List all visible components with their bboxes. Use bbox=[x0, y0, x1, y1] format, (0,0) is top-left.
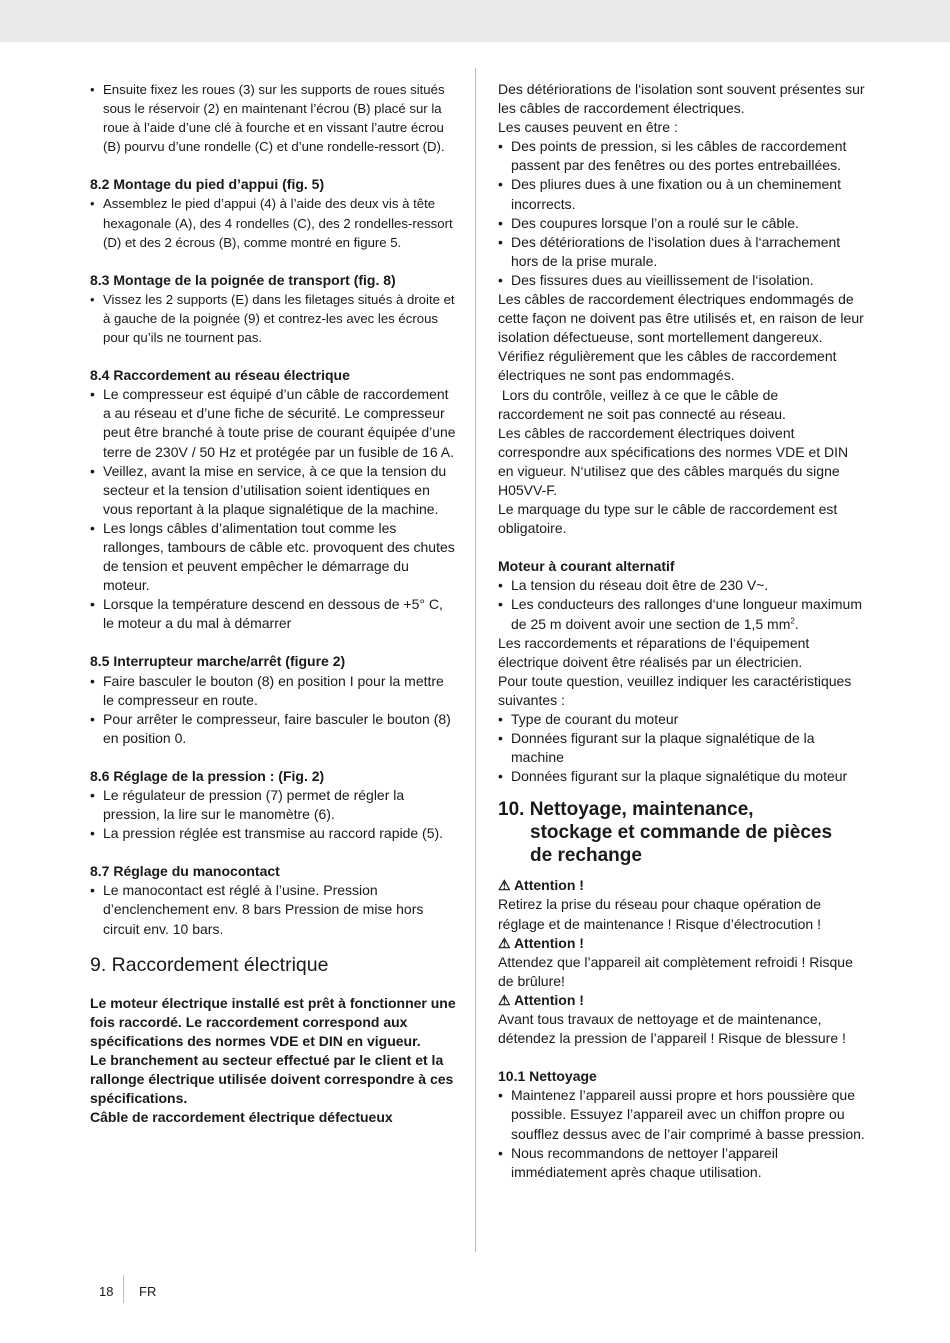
superscript: 2 bbox=[790, 615, 795, 625]
section-8-6-list bbox=[90, 786, 456, 843]
paragraph: Pour toute question, veuillez indiquer les caractéristiques suivantes : bbox=[498, 672, 852, 708]
section-8-3-heading: 8.3 Montage de la poignée de transport (fig. 8) bbox=[90, 271, 396, 288]
list-item-text: Le manocontact est réglé à l’usine. Pression d’enclenchement env. 8 bars Pression de mise hors circuit env. 10 bars. bbox=[103, 882, 424, 937]
causes-list bbox=[498, 137, 866, 290]
paragraph: Vérifiez régulièrement que les câbles de raccordement électriques ne sont pas endommagés. bbox=[498, 348, 837, 384]
list-item-text: La tension du réseau doit être de 230 V~. bbox=[511, 577, 769, 594]
paragraph: Les causes peuvent en être : bbox=[498, 119, 678, 136]
section-10-1-list bbox=[498, 1086, 866, 1181]
paragraph: Les câbles de raccordement électriques doivent correspondre aux spécifications des normes VDE et DIN en vigueur. N‘utilisez que des câbles marqués du signe H05VV-F. bbox=[498, 424, 849, 498]
warning-icon: ⚠ bbox=[498, 877, 511, 894]
list-item: • Ensuite fixez les roues (3) sur les supports de roues situés sous le réservoir (2) en maintenant l’écrou (B) placé sur la roue à l’aide d’une clé à fourche et en vissant l’autre écrou (B) pourvu d’une rondelle (C) et d’une rondelle-ressort (D). bbox=[90, 82, 445, 155]
list-item: • Les longs câbles d’alimentation tout comme les rallonges, tambours de câble etc. provoquent des chutes de tension et peuvent empêcher le démarrage du moteur. bbox=[90, 519, 455, 594]
list-item: • Des coupures lorsque l’on a roulé sur le câble. bbox=[498, 214, 799, 231]
section-9-para-2: Le branchement au secteur effectué par le client et la rallonge électrique utilisée doivent correspondre à ces spécifications. bbox=[90, 1051, 454, 1107]
section-8-3-list bbox=[90, 290, 456, 347]
paragraph: Le marquage du type sur le câble de raccordement est obligatoire. bbox=[498, 501, 838, 537]
page-number: 18 bbox=[99, 1284, 114, 1299]
list-item-text: Lorsque la température descend en dessous de +5° C, le moteur a du mal à démarrer bbox=[103, 596, 443, 632]
list-item: • Type de courant du moteur bbox=[498, 711, 679, 727]
list-item-text: Pour arrêter le compresseur, faire basculer le bouton (8) en position 0. bbox=[103, 710, 451, 746]
list-item: • Des détériorations de l‘isolation dues à l‘arrachement hors de la prise murale. bbox=[498, 233, 841, 269]
section-8-6-heading: 8.6 Réglage de la pression : (Fig. 2) bbox=[90, 767, 325, 784]
list-item: • La tension du réseau doit être de 230 V~. bbox=[498, 577, 769, 594]
list-item: • Nous recommandons de nettoyer l’appareil immédiatement après chaque utilisation. bbox=[498, 1144, 778, 1180]
right-column bbox=[498, 80, 866, 1182]
section-8-7-heading: 8.7 Réglage du manocontact bbox=[90, 863, 280, 880]
paragraph: Lors du contrôle, veillez à ce que le câble de raccordement ne soit pas connecté au réseau. bbox=[498, 386, 786, 422]
list-item: • Le manocontact est réglé à l’usine. Pression d’enclenchement env. 8 bars Pression de mise hors circuit env. 10 bars. bbox=[90, 882, 424, 937]
moteur-list bbox=[498, 576, 866, 633]
list-item: • Pour arrêter le compresseur, faire basculer le bouton (8) en position 0. bbox=[90, 710, 451, 746]
list-item-text: Le régulateur de pression (7) permet de régler la pression, la lire sur le manomètre (6). bbox=[103, 787, 405, 823]
list-item-text: Des points de pression, si les câbles de raccordement passent par des fenêtres ou des portes entrebaillées. bbox=[511, 138, 847, 174]
section-10-heading-line: 10. Nettoyage, maintenance, bbox=[498, 799, 754, 821]
section-9-para-1: Le moteur électrique installé est prêt à fonctionner une fois raccordé. Le raccordement correspond aux spécifications des normes VDE et DIN en vigueur. bbox=[90, 994, 456, 1049]
warning-text: Retirez la prise du réseau pour chaque opération de réglage et de maintenance ! Risque d’électrocution ! bbox=[498, 896, 821, 932]
list-item-text: Le compresseur est équipé d’un câble de raccordement a au réseau et d’une fiche de sécurité. Le compresseur peut être branché à toute prise de courant équipée d’une terre de 230V / 50 Hz et protégée par un fusible de 16 A. bbox=[103, 386, 456, 460]
list-item: • Veillez, avant la mise en service, à ce que la tension du secteur et la tension d’utilisation soient identiques en vous reportant à la plaque signalétique de la machine. bbox=[90, 462, 447, 517]
list-item: • Des fissures dues au vieillissement de l‘isolation. bbox=[498, 271, 814, 288]
list-item-text: Les longs câbles d’alimentation tout comme les rallonges, tambours de câble etc. provoquent des chutes de tension et peuvent empêcher le démarrage du moteur. bbox=[103, 519, 455, 594]
list-item: • Des points de pression, si les câbles de raccordement passent par des fenêtres ou des portes entrebaillées. bbox=[498, 138, 847, 174]
attention-heading bbox=[498, 934, 866, 953]
list-item: • Vissez les 2 supports (E) dans les filetages situés à droite et à gauche de la poignée (9) et contrez-les avec les écrous pour qu’ils ne tournent pas. bbox=[90, 291, 455, 346]
list-item-text: Des coupures lorsque l’on a roulé sur le câble. bbox=[511, 214, 799, 231]
warning-icon: ⚠ bbox=[498, 934, 511, 951]
list-item: • La pression réglée est transmise au raccord rapide (5). bbox=[90, 825, 444, 842]
list-item-text: Des fissures dues au vieillissement de l‘isolation. bbox=[511, 271, 814, 288]
attention-heading bbox=[498, 876, 866, 895]
top-band bbox=[0, 0, 950, 42]
list-item: • Lorsque la température descend en dessous de +5° C, le moteur a du mal à démarrer bbox=[90, 596, 443, 632]
language-code: FR bbox=[139, 1284, 157, 1299]
section-10-1-heading: 10.1 Nettoyage bbox=[498, 1068, 597, 1085]
section-8-2-heading: 8.2 Montage du pied d’appui (fig. 5) bbox=[90, 176, 325, 193]
section-8-5-heading: 8.5 Interrupteur marche/arrêt (figure 2) bbox=[90, 653, 346, 670]
attention-heading bbox=[498, 991, 866, 1010]
intro-list bbox=[90, 80, 456, 156]
list-item: • Le régulateur de pression (7) permet de régler la pression, la lire sur le manomètre (6). bbox=[90, 787, 405, 823]
paragraph: Les câbles de raccordement électriques endommagés de cette façon ne doivent pas être utilisés et, en raison de leur isolation défectueuse, sont mortellement dangereux. bbox=[498, 291, 864, 346]
moteur-heading: Moteur à courant alternatif bbox=[498, 558, 675, 575]
list-item-text: Données figurant sur la plaque signalétique de la machine bbox=[511, 730, 815, 766]
list-item-text: Ensuite fixez les roues (3) sur les supports de roues situés sous le réservoir (2) en maintenant l’écrou (B) placé sur la roue à l’aide d’une clé à fourche et en vissant l’autre écrou (B) pourvu d’une rondelle (C) et d’une rondelle-ressort (D). bbox=[103, 82, 445, 155]
list-item-text: Des détériorations de l‘isolation dues à l‘arrachement hors de la prise murale. bbox=[511, 233, 841, 269]
left-column bbox=[90, 80, 456, 1127]
column-divider bbox=[475, 68, 476, 1252]
paragraph: Des détériorations de l‘isolation sont souvent présentes sur les câbles de raccordement électriques. bbox=[498, 81, 865, 117]
section-10-heading-line: de rechange bbox=[530, 845, 642, 867]
list-item-end: . bbox=[794, 615, 799, 632]
list-item: • Assemblez le pied d’appui (4) à l’aide des deux vis à tête hexagonale (A), des 4 rondelles (C), des 2 rondelles-ressort (D) et des 2 écrous (B), comme montré en figure 5. bbox=[90, 196, 453, 250]
list-item-text: Faire basculer le bouton (8) en position I pour la mettre le compresseur en route. bbox=[103, 672, 444, 708]
list-item-text: La pression réglée est transmise au raccord rapide (5). bbox=[103, 825, 444, 842]
section-8-7-list bbox=[90, 881, 456, 938]
list-item-text: Vissez les 2 supports (E) dans les filetages situés à droite et à gauche de la poignée (9) et contrez-les avec les écrous pour qu’ils ne tournent pas. bbox=[103, 291, 455, 346]
warning-text: Attendez que l’appareil ait complètement refroidi ! Risque de brûlure! bbox=[498, 953, 853, 989]
list-item-text: Maintenez l’appareil aussi propre et hors poussière que possible. Essuyez l’appareil avec un chiffon propre ou soufflez dessus avec de l’air comprimé à basse pression. bbox=[511, 1087, 865, 1142]
list-item-text: Veillez, avant la mise en service, à ce que la tension du secteur et la tension d’utilisation soient identiques en vous reportant à la plaque signalétique de la machine. bbox=[103, 462, 447, 517]
list-item: • Faire basculer le bouton (8) en position I pour la mettre le compresseur en route. bbox=[90, 672, 444, 708]
section-8-2-list bbox=[90, 194, 456, 251]
list-item: • Maintenez l’appareil aussi propre et hors poussière que possible. Essuyez l’appareil avec un chiffon propre ou soufflez dessus avec de l’air comprimé à basse pression. bbox=[498, 1087, 865, 1142]
section-9-para-3: Câble de raccordement électrique défectueux bbox=[90, 1109, 393, 1126]
list-item-text: Les conducteurs des rallonges d‘une longueur maximum de 25 m doivent avoir une section de 1,5 mm bbox=[511, 596, 862, 632]
list-item-text: Assemblez le pied d’appui (4) à l’aide des deux vis à tête hexagonale (A), des 4 rondelles (C), des 2 rondelles-ressort (D) et des 2 écrous (B), comme montré en figure 5. bbox=[103, 196, 453, 250]
characteristics-list bbox=[498, 710, 866, 786]
list-item: • Les conducteurs des rallonges d‘une longueur maximum de 25 m doivent avoir une section de 1,5 $mm^2$. bbox=[498, 596, 862, 632]
warning-text: Avant tous travaux de nettoyage et de maintenance, détendez la pression de l’appareil ! Risque de blessure ! bbox=[498, 1011, 846, 1047]
warning-icon: ⚠ bbox=[498, 991, 511, 1008]
section-8-4-list bbox=[90, 385, 456, 633]
section-8-4-heading: 8.4 Raccordement au réseau électrique bbox=[90, 367, 350, 384]
list-item: • Données figurant sur la plaque signalétique de la machine bbox=[498, 730, 815, 766]
section-10-heading-line: stockage et commande de pièces bbox=[530, 822, 833, 844]
attention-label: Attention ! bbox=[513, 991, 584, 1008]
paragraph: Les raccordements et réparations de l‘équipement électrique doivent être réalisés par un électricien. bbox=[498, 634, 810, 670]
list-item: • Des pliures dues à une fixation ou à un cheminement incorrects. bbox=[498, 176, 841, 212]
section-9-heading: 9. Raccordement électrique bbox=[90, 953, 329, 976]
attention-label: Attention ! bbox=[513, 934, 584, 951]
list-item: • Données figurant sur la plaque signalétique du moteur bbox=[498, 768, 848, 785]
attention-label: Attention ! bbox=[513, 877, 584, 894]
section-8-5-list bbox=[90, 672, 456, 748]
list-item-text: Données figurant sur la plaque signalétique du moteur bbox=[511, 768, 848, 785]
list-item-text: Nous recommandons de nettoyer l’appareil immédiatement après chaque utilisation. bbox=[511, 1144, 778, 1180]
list-item-text: Des pliures dues à une fixation ou à un cheminement incorrects. bbox=[511, 176, 841, 212]
list-item: • Le compresseur est équipé d’un câble de raccordement a au réseau et d’une fiche de sécurité. Le compresseur peut être branché à toute prise de courant équipée d’une terre de 230V / 50 Hz et protégée par un fusible de 16 A. bbox=[90, 386, 456, 460]
list-item-text: Type de courant du moteur bbox=[511, 711, 679, 727]
footer-divider bbox=[123, 1275, 124, 1303]
section-10-heading bbox=[498, 798, 866, 867]
